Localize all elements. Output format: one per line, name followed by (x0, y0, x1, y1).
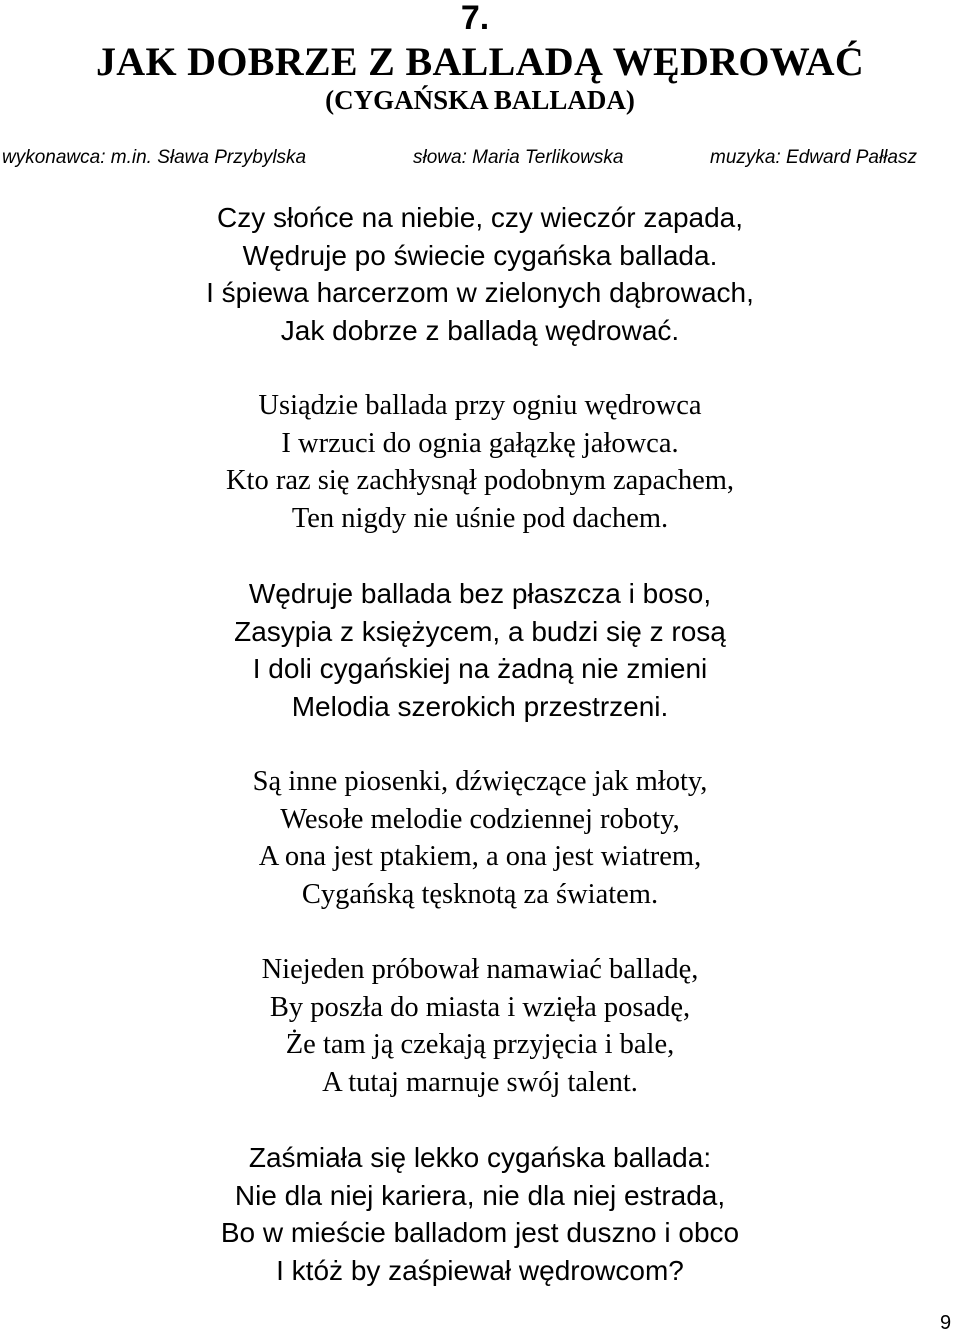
verse-4 (0, 763, 960, 913)
verse-line: Czy słońce na niebie, czy wieczór zapada, (216, 202, 744, 233)
lyrics-body (0, 199, 960, 1327)
verse-line: I któż by zaśpiewał wędrowcom? (276, 1254, 684, 1286)
verse-line: By poszła do miasta i wzięła posadę, (269, 991, 691, 1023)
song-subtitle: (CYGAŃSKA BALLADA) (325, 85, 635, 115)
song-title: JAK DOBRZE Z BALLADĄ WĘDROWAĆ (95, 39, 865, 84)
credit-music: muzyka: Edward Pałłasz (710, 147, 917, 168)
verse-line: Ten nigdy nie uśnie pod dachem. (291, 502, 669, 534)
song-number: 7. (460, 0, 490, 37)
verse-2 (0, 387, 960, 537)
credit-performer: wykonawca: m.in. Sława Przybylska (2, 147, 307, 168)
verse-line: Zasypia z księżycem, a budzi się z rosą (234, 615, 726, 647)
verse-line: Wesołe melodie codziennej roboty, (280, 803, 680, 835)
verse-line: Niejeden próbował namawiać balladę, (261, 954, 699, 985)
verse-line: Cygańską tęsknotą za światem. (301, 878, 659, 910)
verse-line: Usiądzie ballada przy ogniu wędrowca (258, 390, 702, 421)
verse-line: Bo w mieście balladom jest duszno i obco (220, 1217, 740, 1248)
verse-line: Są inne piosenki, dźwięczące jak młoty, (252, 766, 708, 797)
verse-line: A tutaj marnuje swój talent. (322, 1066, 638, 1098)
verse-line: A ona jest ptakiem, a ona jest wiatrem, (258, 841, 702, 872)
verse-line: Wędruje po świecie cygańska ballada. (242, 239, 718, 271)
page-number: 9 (940, 1312, 952, 1334)
credit-lyrics: słowa: Maria Terlikowska (413, 147, 624, 168)
verse-line: Jak dobrze z balladą wędrować. (280, 314, 680, 346)
verse-line: Wędruje ballada bez płaszcza i boso, (248, 578, 712, 609)
verse-line: Nie dla niej kariera, nie dla niej estrada, (234, 1179, 726, 1211)
verse-1 (0, 199, 960, 349)
verse-line: Kto raz się zachłysnął podobnym zapachem, (225, 465, 735, 496)
verse-5 (0, 951, 960, 1101)
verse-line: Że tam ją czekają przyjęcia i bale, (285, 1029, 675, 1060)
verse-line: I doli cygańskiej na żadną nie zmieni (252, 653, 708, 684)
verse-line: Zaśmiała się lekko cygańska ballada: (248, 1142, 712, 1173)
verse-6 (0, 1139, 960, 1289)
verse-3 (0, 575, 960, 725)
verse-line: I wrzuci do ognia gałązkę jałowca. (281, 427, 679, 459)
verse-line: I śpiewa harcerzom w zielonych dąbrowach, (206, 277, 754, 308)
credits-row (0, 144, 960, 172)
verse-line: Melodia szerokich przestrzeni. (291, 690, 669, 722)
